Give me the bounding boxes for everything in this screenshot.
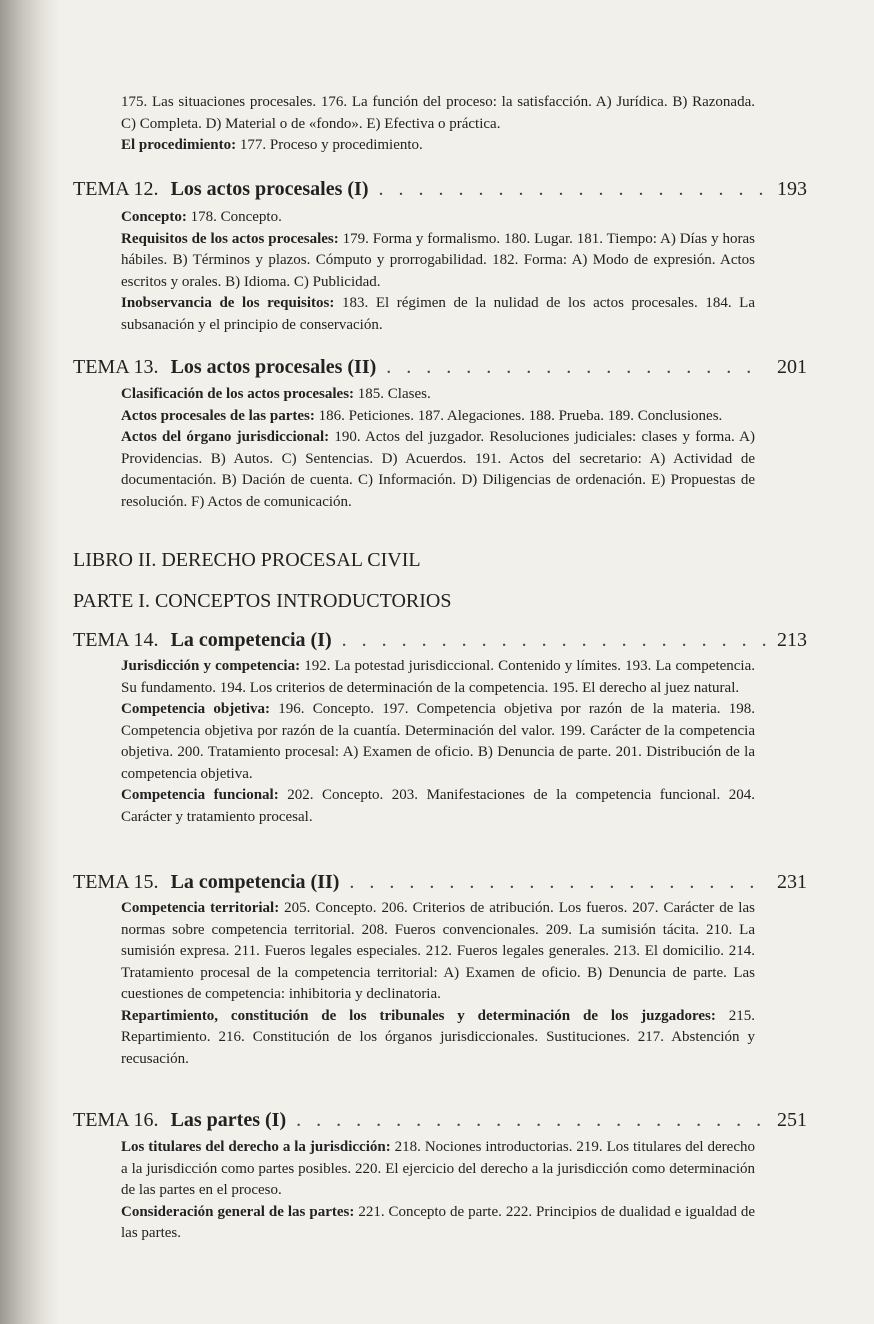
- tema-15-title: La competencia (II): [170, 871, 340, 893]
- tema-14-title: La competencia (I): [170, 629, 332, 651]
- tema-16-label: TEMA 16.: [73, 1109, 159, 1131]
- tema-15-entry: [73, 870, 807, 894]
- dot-leader: [349, 870, 767, 894]
- tema-12-contents: [121, 207, 755, 336]
- tema-14-label: TEMA 14.: [73, 629, 159, 651]
- tema-13-label: TEMA 13.: [73, 356, 159, 378]
- libro-heading: LIBRO II. DERECHO PROCESAL CIVIL: [73, 549, 421, 571]
- tema-13-contents: [121, 384, 755, 513]
- tema-14-paragraph: Competencia funcional: 202. Concepto. 203. Manifestaciones de la competencia funcional. 204. Carácter y tratamiento procesal.: [121, 787, 755, 825]
- dot-leader: [386, 355, 767, 379]
- tema-15-page-number: 231: [777, 871, 807, 893]
- tema-16-title: Las partes (I): [170, 1109, 287, 1131]
- tema-14-contents: [121, 656, 755, 828]
- tema-13-paragraph: Actos procesales de las partes: 186. Peticiones. 187. Alegaciones. 188. Prueba. 189. Conclusiones.: [121, 407, 723, 424]
- tema-14-paragraph: Competencia objetiva: 196. Concepto. 197. Competencia objetiva por razón de la materia. 198. Competencia objetiva por razón de la cuantía. Determinación del valor. 199. Carácter de la competencia objetiva. 200. Tratamiento procesal: A) Examen de oficio. B) Denuncia de parte. 201. Distribución de la competencia objetiva.: [121, 701, 755, 782]
- tema-16-contents: [121, 1137, 755, 1245]
- tema-12-entry: [73, 177, 807, 201]
- intro-block: [121, 92, 755, 157]
- tema-14-page-number: 213: [777, 629, 807, 651]
- tema-15-contents: [121, 898, 755, 1070]
- tema-16-entry: [73, 1108, 807, 1132]
- tema-13-title: Los actos procesales (II): [170, 356, 377, 378]
- tema-15-paragraph: Repartimiento, constitución de los tribunales y determinación de los juzgadores: 215. Repartimiento. 216. Constitución de los órganos jurisdiccionales. Sustituciones. 217. Abstención y recusación.: [121, 1007, 755, 1067]
- dot-leader: [379, 177, 767, 201]
- tema-16-paragraph: Los titulares del derecho a la jurisdicción: 218. Nociones introductorias. 219. Los titulares del derecho a la jurisdicción como partes posibles. 220. El ejercicio del derecho a la jurisdicción como determinación de las partes en el proceso.: [121, 1139, 755, 1198]
- tema-14-entry: [73, 628, 807, 652]
- tema-14-paragraph: Jurisdicción y competencia: 192. La potestad jurisdiccional. Contenido y límites. 193. La competencia. Su fundamento. 194. Los criterios de determinación de la competencia. 195. El derecho al juez natural.: [121, 658, 755, 696]
- tema-16-paragraph: Consideración general de las partes: 221. Concepto de parte. 222. Principios de dualidad e igualdad de las partes.: [121, 1203, 755, 1241]
- tema-13-paragraph: Clasificación de los actos procesales: 185. Clases.: [121, 386, 431, 402]
- dot-leader: [296, 1108, 767, 1132]
- dot-leader: [342, 628, 767, 652]
- tema-16-page-number: 251: [777, 1109, 807, 1131]
- tema-12-paragraph: Requisitos de los actos procesales: 179. Forma y formalismo. 180. Lugar. 181. Tiempo: A) Días y horas hábiles. B) Términos y plazos. Cómputo y prorrogabilidad. 182. Forma: A) Modo de expresión. Actos escritos y orales. B) Idioma. C) Publicidad.: [121, 230, 755, 290]
- tema-15-paragraph: Competencia territorial: 205. Concepto. 206. Criterios de atribución. Los fueros. 207. Carácter de las normas sobre competencia territorial. 208. Fueros convencionales. 209. La sumisión tácita. 210. La sumisión expresa. 211. Fueros legales especiales. 212. Fueros legales generales. 213. El domicilio. 214. Tratamiento procesal de la competencia territorial: A) Examen de oficio. B) Denuncia de parte. Las cuestiones de competencia: inhibitoria y declinatoria.: [121, 900, 755, 1002]
- tema-13-paragraph: Actos del órgano jurisdiccional: 190. Actos del juzgador. Resoluciones judiciales: clases y forma. A) Providencias. B) Autos. C) Sentencias. D) Acuerdos. 191. Actos del secretario: A) Actividad de documentación. B) Dación de cuenta. C) Información. D) Diligencias de ordenación. E) Propuestas de resolución. F) Actos de comunicación.: [121, 429, 755, 510]
- tema-12-paragraph: Inobservancia de los requisitos: 183. El régimen de la nulidad de los actos procesales. 184. La subsanación y el principio de conservación.: [121, 295, 755, 333]
- tema-12-paragraph: Concepto: 178. Concepto.: [121, 209, 282, 225]
- intro-paragraph-2: El procedimiento: 177. Proceso y procedimiento.: [121, 137, 423, 153]
- tema-12-label: TEMA 12.: [73, 178, 159, 200]
- tema-15-label: TEMA 15.: [73, 871, 159, 893]
- tema-13-page-number: 201: [777, 356, 807, 378]
- tema-12-page-number: 193: [777, 178, 807, 200]
- tema-12-title: Los actos procesales (I): [170, 178, 369, 200]
- intro-paragraph-1: 175. Las situaciones procesales. 176. La función del proceso: la satisfacción. A) Jurídica. B) Razonada. C) Completa. D) Material o de «fondo». E) Efectiva o práctica.: [121, 94, 755, 132]
- parte-heading: PARTE I. CONCEPTOS INTRODUCTORIOS: [73, 590, 452, 612]
- tema-13-entry: [73, 355, 807, 379]
